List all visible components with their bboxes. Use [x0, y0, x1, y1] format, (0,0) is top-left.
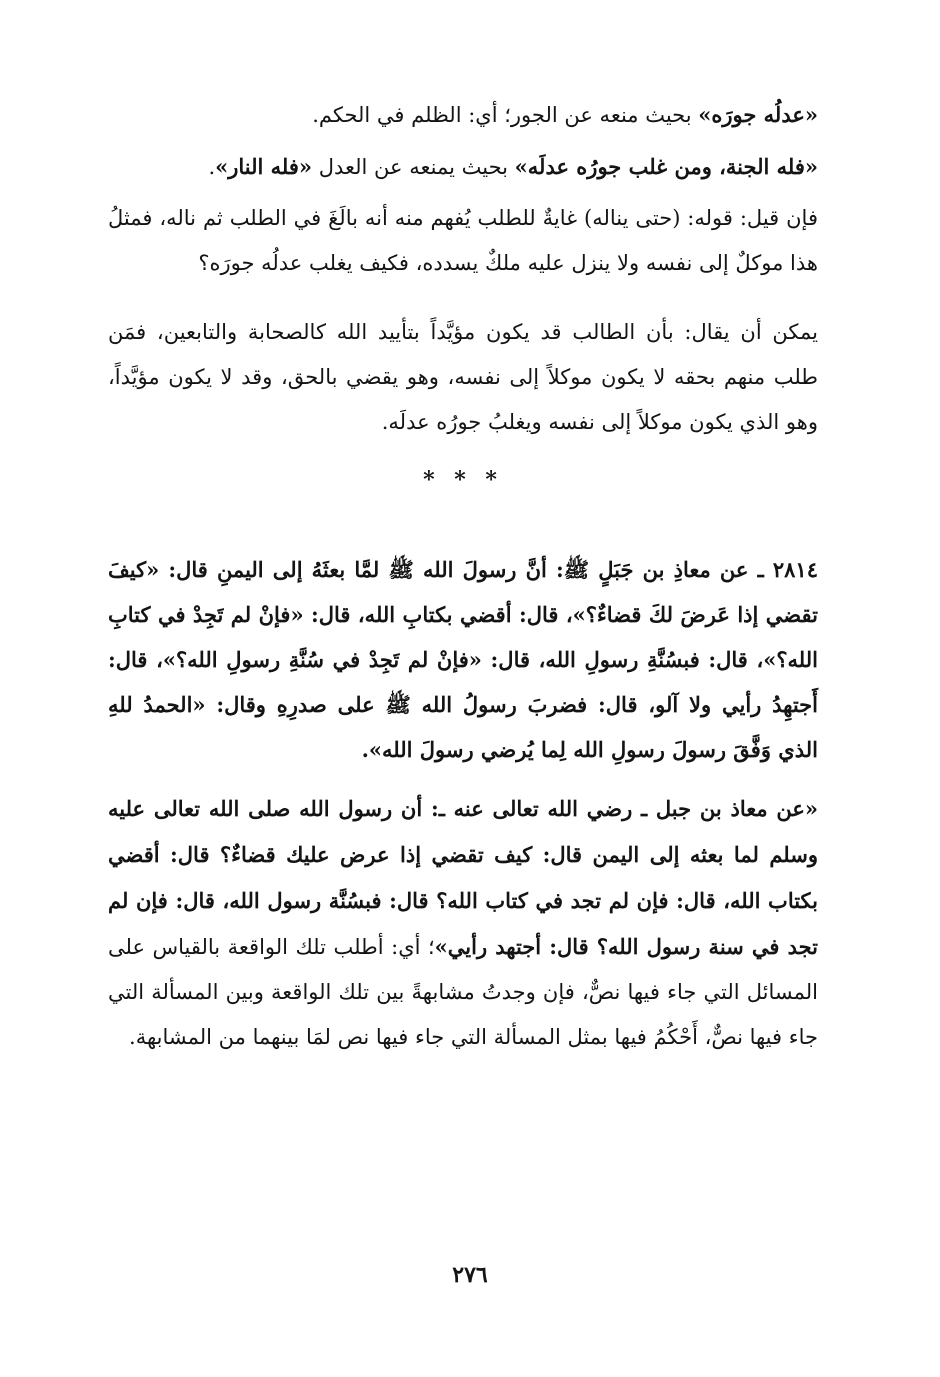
section-separator: * * *	[423, 467, 503, 493]
commentary-text: ؛ أي: أطلب تلك الواقعة بالقياس على المسائل التي جاء فيها نصٌّ، فإن وجدتُ مشابهةً بين تلك الواقعة وبين المسألة التي جاء فيها نصٌّ، أَحْكُمُ فيها بمثل المسألة التي جاء فيها نص لمَا بينهما من المشابهة.	[108, 935, 818, 1049]
explanation-text: .	[208, 155, 216, 179]
page-body	[108, 92, 818, 1060]
question-paragraph: فإن قيل: قوله: (حتى يناله) غايةٌ للطلب يُفهم منه أنه بالَغَ في الطلب ثم ناله، فمثلُ هذا موكلٌ إلى نفسه ولا ينزل عليه ملكٌ يسدده، فكيف يغلب عدلُه جورَه؟	[108, 206, 818, 275]
hadith-text: ـ عن معاذِ بن جَبَلٍ ﷺ: أنَّ رسولَ الله ﷺ لمَّا بعثَهُ إلى اليمنِ قال: «كيفَ تقضي إذا عَرضَ لكَ قضاءٌ؟»، قال: أقضي بكتابِ الله، قال: «فإنْ لم تَجِدْ في كتابِ الله؟»، قال: فبسُنَّةِ رسولِ الله، قال: «فإنْ لم تَجِدْ في سُنَّةِ رسولِ الله؟»، قال: أَجتهِدُ رأيي ولا آلو، قال: فضربَ رسولُ الله ﷺ على صدرِهِ وقال: «الحمدُ للهِ الذي وَفَّقَ رسولَ رسولِ الله لِما يُرضي رسولَ الله».	[108, 557, 818, 762]
explanation-text: بحيث يمنعه عن العدل	[312, 155, 515, 179]
answer-paragraph: يمكن أن يقال: بأن الطالب قد يكون مؤيَّداً بتأييد الله كالصحابة والتابعين، فمَن طلب منهم بحقه لا يكون موكلاً إلى نفسه، وهو يقضي بالحق، وقد لا يكون مؤيَّداً، وهو الذي يكون موكلاً إلى نفسه ويغلبُ جورُه عدلَه.	[108, 320, 818, 434]
commentary-paragraph-1	[108, 92, 818, 138]
quoted-phrase: «فله النار»	[215, 154, 313, 179]
hadith-paragraph	[108, 547, 818, 772]
quoted-hadith-text: «عن معاذ بن جبل ـ رضي الله تعالى عنه ـ: أن رسول الله صلى الله تعالى عليه وسلم لما بعثه إلى اليمن قال: كيف تقضي إذا عرض عليك قضاءٌ؟ قال: أقضي بكتاب الله، قال: فإن لم تجد في كتاب الله؟ قال: فبسُنَّة رسول الله، قال: فإن لم تجد في سنة رسول الله؟ قال: أجتهد رأيي»	[108, 796, 818, 959]
hadith-commentary-paragraph	[108, 786, 818, 1060]
hadith-number: ٢٨١٤	[772, 557, 818, 582]
explanation-text: بحيث منعه عن الجور؛ أي: الظلم في الحكم.	[312, 103, 699, 127]
quoted-phrase: «عدلُه جورَه»	[698, 102, 818, 127]
quoted-phrase: «فله الجنة، ومن غلب جورُه عدلَه»	[514, 154, 818, 179]
page-number: ٢٧٦	[452, 1262, 488, 1288]
commentary-paragraph-2	[108, 144, 818, 190]
